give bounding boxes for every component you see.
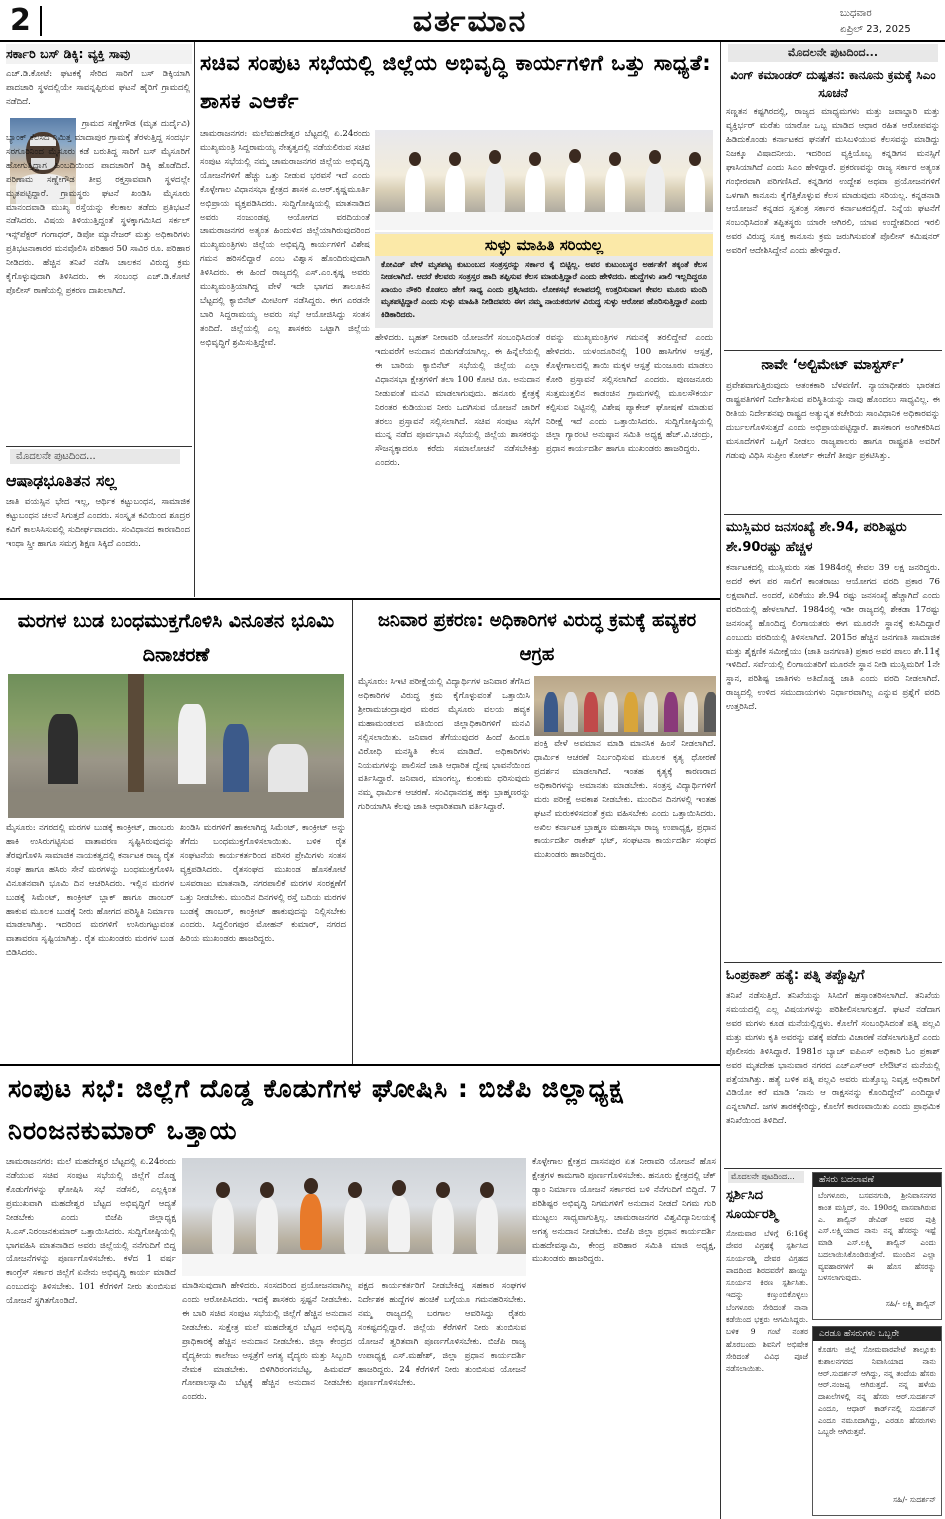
- right-continued-tag: ಮೊದಲನೇ ಪುಟದಿಂದ...: [728, 44, 938, 62]
- newspaper-title: ವರ್ತಮಾನ: [412, 4, 528, 39]
- bus-accident-body: ಗ್ರಾಮದ ಸಣ್ಣೇಗೌಡ (ಮೃತ ದುರ್ದೈವಿ) ಬ್ಯಾಂಕ್ ಕೆಲಸದ ನಿಮಿತ್ತ ಮಾದಾಪುರ ಗ್ರಾಮಕ್ಕೆ ತೆರಳುತ್ತಿದ್ದ ಸಂದರ್ಭ ಸರಗೂರಿನಿಂದ ಮೈಸೂರು ಕಡೆ ಬರುತಿದ್ದ ಸಾರಿಗೆ ಬಸ್ ಮೈಸೂರಿಗೆ ಹೋಗುತ್ತಿದ್ದಾಗ ಹಿಂಬದಿಯಿಂದ ಪಾದಚಾರಿಗೆ ಡಿಕ್ಕಿ ಹೊಡೆದಿದೆ. ಪರಿಣಾಮ ಸಣ್ಣೇಗೌಡ ತೀವ್ರ ರಕ್ತಸ್ರಾವವಾಗಿ ಸ್ಥಳದಲ್ಲೇ ಮೃತಪಟ್ಟಿದ್ದಾರೆ. ಗ್ರಾಮಸ್ಥರು ಘಟನೆ ಖಂಡಿಸಿ ಮೈಸೂರು ಮಾನಂದವಾಡಿ ಮುಖ್ಯ ರಸ್ತೆಯನ್ನು ಕೆಲಕಾಲ ತಡೆದು ಪ್ರತಿಭಟನೆ ನಡೆಸಿದರು. ವಿಷಯ ತಿಳಿಯುತ್ತಿದ್ದಂತೆ ಸ್ಥಳಕ್ಕಾಗಮಿಸಿದ ಸರ್ಕಲ್ ಇನ್ಸ್‌ಪೆಕ್ಟರ್ ಗಂಗಾಧರ್, ಡಿಪೋ ಮ್ಯಾನೇಜರ್ ಮತ್ತು ಅಧಿಕಾರಿಗಳು ಪ್ರತಿಭಟನಾಕಾರರ ಮನವೊಲಿಸಿ ಪರಿಹಾರ 50 ಸಾವಿರ ರೂ. ಪರಿಹಾರ ನೀಡಿದರು. ಹೆಚ್ಚಿನ ತನಿಖೆ ನಡೆಸಿ ಚಾಲಕನ ವಿರುದ್ಧ ಕ್ರಮ ಕೈಗೊಳ್ಳುವುದಾಗಿ ತಿಳಿಸಿದರು. ಈ ಸಂಬಂಧ ಎಚ್.ಡಿ.ಕೋಟೆ ಪೊಲೀಸ್ ಠಾಣೆಯಲ್ಲಿ ಪ್ರಕರಣ ದಾಖಲಾಗಿದೆ.: [6, 119, 190, 297]
- same-person-title: ಎರಡೂ ಹೆಸರುಗಳು ಒಬ್ಬರೇ: [813, 1327, 941, 1341]
- trees-photo: [8, 674, 344, 818]
- top-story-headline: ಸಚಿವ ಸಂಪುಟ ಸಭೆಯಲ್ಲಿ ಜಿಲ್ಲೆಯ ಅಭಿವೃದ್ಧಿ ಕಾರ್ಯಗಳಿಗೆ ಒತ್ತು ಸಾಧ್ಯತೆ: ಶಾಸಕ ಎಆರ್ಕೆ: [200, 51, 712, 113]
- trees-headline: ಮರಗಳ ಬುಡ ಬಂಧಮುಕ್ತಗೊಳಿಸಿ ವಿನೂತನ ಭೂಮಿ ದಿನಾಚರಣೆ: [17, 610, 335, 666]
- janivara-photo: [534, 676, 716, 736]
- ashadhabhooti-headline: ಆಷಾಢಭೂತಿತನ ಸಲ್ಲ: [6, 471, 117, 490]
- same-person-text: ಕೊಡಗು ಜಿಲ್ಲೆ ಸೋಮವಾರಪೇಟೆ ತಾಲ್ಲೂಕು ಕುಶಾಲನಗರದ ನಿವಾಸಿಯಾದ ನಾನು ಆರ್.ಸುದರ್ಶನ್ ಆಗಿದ್ದು, ನನ್ನ ತಂದೆಯ ಹೆಸರು ಆರ್.ನಂಜಪ್ಪ ಆಗಿರುತ್ತದೆ. ನನ್ನ ಹಳೆಯ ದಾಖಲೆಗಳಲ್ಲಿ ನನ್ನ ಹೆಸರು ಆರ್.ಸುದರ್ಶನ್ ಎಂದೂ, ಆಧಾರ್ ಕಾರ್ಡ್‌ನಲ್ಲಿ ಸುದರ್ಶನ್ ಎಂದೂ ನಮೂದಾಗಿದ್ದು, ಎರಡೂ ಹೆಸರುಗಳು ಒಬ್ಬರೇ ಆಗಿರುತ್ತವೆ.: [818, 1345, 936, 1437]
- cabinet-bjp-col2: ಮಾಡಿಸುವುದಾಗಿ ಹೇಳಿದರು. ಸಂಸದರಿಂದ ಪ್ರಯೋಜನವಾಗಿಲ್ಲ ಎಂದು ಆರೋಪಿಸಿದರು. ಇದಕ್ಕೆ ಶಾಸಕರು ಸ್ಪಷ್ಟನೆ ನೀಡಬೇಕು. ಈ ಬಾರಿ ಸಚಿವ ಸಂಪುಟ ಸಭೆಯಲ್ಲಿ ಜಿಲ್ಲೆಗೆ ಹೆಚ್ಚಿನ ಅನುದಾನ ನೀಡಬೇಕು. ಸುಕ್ಷೇತ್ರ ಮಲೆ ಮಹದೇಶ್ವರ ಬೆಟ್ಟದ ಅಭಿವೃದ್ಧಿ ಪ್ರಾಧಿಕಾರಕ್ಕೆ ಹೆಚ್ಚಿನ ಅನುದಾನ ನೀಡಬೇಕು. ಜಿಲ್ಲಾ ಕೇಂದ್ರದ ವೈದ್ಯಕೀಯ ಕಾಲೇಜು ಆಸ್ಪತ್ರೆಗೆ ಅಗತ್ಯ ವೈದ್ಯರು ಮತ್ತು ಸಿಬ್ಬಂದಿ ನೇಮಕ ಮಾಡಬೇಕು. ಬಿಳಿಗಿರಿರಂಗನಬೆಟ್ಟ, ಹಿಮವದ್ ಗೋಪಾಲಸ್ವಾಮಿ ಬೆಟ್ಟಕ್ಕೆ ಹೆಚ್ಚಿನ ಅನುದಾನ ನೀಡಬೇಕು ಎಂದರು.: [182, 1281, 352, 1403]
- name-change-text: ಬೆಂಗಳೂರು, ಬಸವನಗುಡಿ, ಶ್ರೀನಿವಾಸನಗರ ಕಾಂತ ಮಸ್ಜಿದ್, ನಂ. 190ರಲ್ಲಿ ವಾಸವಾಗಿರುವ ಎ. ಶಾಲ್ವಿನ್ ಡೇವಿಡ್ ಅವರ ಪುತ್ರಿ ಎಸ್.ಲಕ್ಷ್ಮಿಯಾದ ನಾನು ನನ್ನ ಹೆಸರನ್ನು ಇಷ್ಟೆ ಮಾಡಿ ಎಸ್.ಲಕ್ಷ್ಮಿ ಶಾಲ್ವಿನ್ ಎಂದು ಬದಲಾಯಿಸಿಕೊಂಡಿರುತ್ತೇನೆ. ಮುಂದಿನ ಎಲ್ಲಾ ವ್ಯವಹಾರಗಳಿಗೆ ಈ ಹೊಸ ಹೆಸರನ್ನು ಬಳಸಲಾಗುವುದು.: [818, 1191, 936, 1283]
- ashadhabhooti-body: ಜಾತಿ ವಯಸ್ಸಿನ ಭೇದ ಇಲ್ಲ, ಆರ್ಥಿಕ ಕಟ್ಟುಬಂಧನ, ಸಾಮಾಜಿಕ ಕಟ್ಟುಬಂಧನ ಚಲನೆ ಸಿಗುತ್ತದೆ ಎಂದರು. ಸಂಸ್ಕೃತ ಕವಿಯಿಂದ ಶೂದ್ರರ ಕವಿಗೆ ಕಾಲಸಿಸಿಸುವಲ್ಲಿ ಸುದೀರ್ಘವಾದರು. ಸಂವಿಧಾನದ ಕಾರಣದಿಂದ ಇಂಥಾ ಸ್ತ್ರೀ ಹಾಗೂ ಸಮಗ್ರ ಶಿಕ್ಷಣ ಸಿಕ್ಕಿದೆ ಎಂದರು.: [6, 497, 190, 549]
- bus-accident-intro: ಎಚ್.ಡಿ.ಕೋಟೆ: ಘಟಕಕ್ಕೆ ಸೇರಿದ ಸಾರಿಗೆ ಬಸ್ ಡಿಕ್ಕಿಯಾಗಿ ಪಾದಚಾರಿ ಸ್ಥಳದಲ್ಲಿಯೇ ಸಾವನ್ನಪ್ಪಿರುವ ಘಟನೆ ಹೈರಿಗೆ ಗ್ರಾಮದಲ್ಲಿ ನಡೆದಿದೆ.: [6, 69, 190, 107]
- top-story-col1: ಚಾಮರಾಜನಗರ: ಮಲೆಮಹದೇಶ್ವರ ಬೆಟ್ಟದಲ್ಲಿ ಏ.24ರಂದು ಮುಖ್ಯಮಂತ್ರಿ ಸಿದ್ದರಾಮಯ್ಯ ನೇತೃತ್ವದಲ್ಲಿ ನಡೆಯಲಿರುವ ಸಚಿವ ಸಂಪುಟ ಸಭೆಯಲ್ಲಿ ನಮ್ಮ ಚಾಮರಾಜನಗರ ಜಿಲ್ಲೆಯ ಅಭಿವೃದ್ಧಿ ಯೋಜನೆಗಳಿಗೆ ಹೆಚ್ಚು ಒತ್ತು ನೀಡುವ ಭರವಸೆ ಇದೆ ಎಂದು ಕೊಳ್ಳೇಗಾಲ ವಿಧಾನಸಭಾ ಕ್ಷೇತ್ರದ ಶಾಸಕ ಎ.ಆರ್.ಕೃಷ್ಣಮೂರ್ತಿ ಅಭಿಪ್ರಾಯ ವ್ಯಕ್ತಪಡಿಸಿದರು. ಸುದ್ದಿಗೋಷ್ಠಿಯಲ್ಲಿ ಮಾತನಾಡಿದ ಅವರು ನಂಜುಂಡಪ್ಪ ಆಯೋಗದ ವರದಿಯಂತೆ ಚಾಮರಾಜನಗರ ಅತ್ಯಂತ ಹಿಂದುಳಿದ ಜಿಲ್ಲೆಯಾಗಿರುವುದರಿಂದ ಮುಖ್ಯಮಂತ್ರಿಗಳು ಜಿಲ್ಲೆಯ ಅಭಿವೃದ್ಧಿ ಕಾರ್ಯಗಳಿಗೆ ವಿಶೇಷ ಗಮನ ಹರಿಸಲಿದ್ದಾರೆ ಎಂಬ ವಿಶ್ವಾಸ ಹೊಂದಿರುವುದಾಗಿ ತಿಳಿಸಿದರು. ಈ ಹಿಂದೆ ರಾಜ್ಯದಲ್ಲಿ ಎಸ್.ಎಂ.ಕೃಷ್ಣ ಅವರು ಮುಖ್ಯಮಂತ್ರಿಯಾಗಿದ್ದ ವೇಳೆ ಇದೇ ಭಾಗದ ತಾಲೂಕಿನ ಬೆಟ್ಟದಲ್ಲಿ ಕ್ಯಾಬಿನೆಟ್ ಮೀಟಿಂಗ್ ನಡೆಸಿದ್ದರು. ಈಗ ಎರಡನೇ ಬಾರಿ ಸಿದ್ದರಾಮಯ್ಯ ಅವರು ಸಭೆ ಆಯೋಜಿಸಿದ್ದು ಸಂತಸ ತಂದಿದೆ. ಜಿಲ್ಲೆಯಲ್ಲಿ ಎಲ್ಲ ಶಾಸಕರು ಒಟ್ಟಾಗಿ ಜಿಲ್ಲೆಯ ಅಭಿವೃದ್ಧಿಗೆ ಶ್ರಮಿಸುತ್ತಿದ್ದೇವೆ.: [200, 129, 370, 348]
- bjp-press-photo: [182, 1158, 526, 1276]
- name-change-sign: ಸಹಿ/- ಲಕ್ಷ್ಮಿ ಶಾಲ್ವಿನ್: [885, 1299, 936, 1308]
- bus-accident-headline: ಸರ್ಕಾರಿ ಬಸ್ ಡಿಕ್ಕಿ: ವ್ಯಕ್ತಿ ಸಾವು: [6, 44, 192, 64]
- population-body: ಕರ್ನಾಟಕದಲ್ಲಿ ಮುಸ್ಲಿಮರು ಸಹ 1984ರಲ್ಲಿ ಕೇವಲ 39 ಲಕ್ಷ ಜನರಿದ್ದರು. ಅದರೆ ಈಗ ಪರ ಸಾಲಿಗೆ ಕಾಂತರಾಜು ಆಯೋಗದ ವರದಿ ಪ್ರಕಾರ 76 ಲಕ್ಷವಾಗಿದೆ. ಅಂದರೆ, ಏರಿಕೆಯು ಶೇ.94 ರಷ್ಟು ಜನಸಂಖ್ಯೆ ಹೆಚ್ಚಾಗಿದೆ ಎಂದು ವರದಿಯಲ್ಲಿ ಹೇಳಲಾಗಿದೆ. 1984ರಲ್ಲಿ ಇಡೀ ರಾಜ್ಯದಲ್ಲಿ ಶೇಕಡಾ 17ರಷ್ಟು ಜನಸಂಖ್ಯೆ ಹೊಂದಿದ್ದ ಲಿಂಗಾಯತರು ಈಗ ಮೂರನೇ ಸ್ಥಾನಕ್ಕೆ ಕುಸಿದಿದ್ದಾರೆ ಎಂಬುದು ವರದಿಯಲ್ಲಿ ತಿಳಿಸಲಾಗಿದೆ. 2015ರ ಹೆಚ್ಚಿನ ಜನಗಣತಿ ಸಾಮಾಜಿಕ ಮತ್ತು ಶೈಕ್ಷಣಿಕ ಸಮೀಕ್ಷೆಯು (ಜಾತಿ ಜನಗಣತಿ) ಪ್ರಕಾರ ಅವರ ಪಾಲು ಶೇ.11ಕ್ಕೆ ಇಳಿದಿದೆ. ಸರ್ವೆಯಲ್ಲಿ ಲಿಂಗಾಯತರಿಗೆ ಮೂರನೇ ಸ್ಥಾನ ನೀಡಿ ಮುಸ್ಲಿಮರಿಗೆ 1ನೇ ಸ್ಥಾನ, ಪರಿಶಿಷ್ಟ ಜಾತಿಗಳು ಅತಿದೊಡ್ಡ ಜಾತಿ ಎಂದು ವರದಿ ನೀಡಲಾಗಿದೆ. ರಾಜ್ಯದಲ್ಲಿ ಉಳಿದ ಸಮುದಾಯಗಳು ನಿರ್ಧಾರವಾಗಿಲ್ಲ ಎನ್ನುವ ಪ್ರಶ್ನೆಗೆ ವರದಿ ಉತ್ತರಿಸಿದೆ.: [726, 563, 940, 713]
- sunray-headline: ಸ್ಪರ್ಶಿಸಿದ ಸೂರ್ಯರಶ್ಮಿ: [726, 1188, 778, 1222]
- top-story-col2: ಹೇಳಿದರು. ಬೃಹತ್ ನೀರಾವರಿ ಯೋಜನೆಗೆ ಸಂಬಂಧಿಸಿದಂತೆ ಇದುವರೆಗೆ ಅನುದಾನ ಬಿಡುಗಡೆಯಾಗಿಲ್ಲ. ಈ ಹಿನ್ನೆಲೆಯಲ್ಲಿ ಈ ಬಾರಿಯ ಕ್ಯಾಬಿನೆಟ್ ಸಭೆಯಲ್ಲಿ ಜಿಲ್ಲೆಯ ಎಲ್ಲಾ ವಿಧಾನಸಭಾ ಕ್ಷೇತ್ರಗಳಿಗೆ ತಲಾ 100 ಕೋಟಿ ರೂ. ಅನುದಾನ ನೀಡುವಂತೆ ಮನವಿ ಮಾಡಲಾಗುವುದು. ಹನೂರು ಕ್ಷೇತ್ರಕ್ಕೆ ನಿರಂತರ ಕುಡಿಯುವ ನೀರು ಒದಗಿಸುವ ಯೋಜನೆ ಜಾರಿಗೆ ತರಲು ಪ್ರಸ್ತಾವನೆ ಸಲ್ಲಿಸಲಾಗಿದೆ. ಸಚಿವ ಸಂಪುಟ ಸಭೆಗೆ ಮುನ್ನ ನಡೆದ ಪೂರ್ವಭಾವಿ ಸಭೆಯಲ್ಲಿ ಜಿಲ್ಲೆಯ ಶಾಸಕರನ್ನು ಸೌಜನ್ಯಕ್ಕಾದರೂ ಕರೆದು ಸಮಾಲೋಚನೆ ನಡೆಸಬೇಕಿತ್ತು ಎಂದರು.: [375, 333, 540, 469]
- cabinet-bjp-headline: ಸಂಪುಟ ಸಭೆ: ಜಿಲ್ಲೆಗೆ ದೊಡ್ಡ ಕೊಡುಗೆಗಳ ಘೋಷಿಸಿ : ಬಿಜೆಪಿ ಜಿಲ್ಲಾಧ್ಯಕ್ಷ ನಿರಂಜನಕುಮಾರ್ ಒತ್ತಾಯ: [8, 1074, 624, 1145]
- population-headline: ಮುಸ್ಲಿಮರ ಜನಸಂಖ್ಯೆ ಶೇ.94, ಪರಿಶಿಷ್ಟರು ಶೇ.90ರಷ್ಟು ಹೆಚ್ಚಳ: [726, 520, 907, 555]
- wing-commander-headline: ವಿಂಗ್ ಕಮಾಂಡರ್ ದುಷ್ಪತನ: ಕಾನೂನು ಕ್ರಮಕ್ಕೆ ಸಿಎಂ ಸೂಚನೆ: [730, 68, 936, 100]
- continued-tag: ಮೊದಲನೇ ಪುಟದಿಂದ...: [10, 449, 180, 464]
- info-box: [375, 232, 713, 328]
- name-change-notice: [812, 1172, 942, 1320]
- top-story-col3: ರವನ್ನು ಮುಖ್ಯಮಂತ್ರಿಗಳ ಗಮನಕ್ಕೆ ತರಲಿದ್ದೇವೆ ಎಂದು ಹೇಳಿದರು. ಯಳಂದೂರಿನಲ್ಲಿ 100 ಹಾಸಿಗೆಗಳ ಆಸ್ಪತ್ರೆ, ಕೊಳ್ಳೇಗಾಲದಲ್ಲಿ ತಾಯಿ ಮಕ್ಕಳ ಆಸ್ಪತ್ರೆ ಮಂಜೂರು ಮಾಡಲು ಕೋರಿ ಪ್ರಸ್ತಾವನೆ ಸಲ್ಲಿಸಲಾಗಿದೆ ಎಂದರು. ಪುಣಜನೂರು ಸುತ್ತಮುತ್ತಲಿನ ಕಾಡಂಚಿನ ಗ್ರಾಮಗಳಲ್ಲಿ ಮೂಲಸೌಕರ್ಯ ಕಲ್ಪಿಸುವ ನಿಟ್ಟಿನಲ್ಲಿ ವಿಶೇಷ ಪ್ಯಾಕೇಜ್ ಘೋಷಣೆ ಮಾಡುವ ನಿರೀಕ್ಷೆ ಇದೆ ಎಂದು ಒತ್ತಾಯಿಸಿದರು. ಸುದ್ದಿಗೋಷ್ಠಿಯಲ್ಲಿ ಜಿಲ್ಲಾ ಗ್ಯಾರಂಟಿ ಅನುಷ್ಠಾನ ಸಮಿತಿ ಅಧ್ಯಕ್ಷ ಹೆಚ್.ವಿ.ಚಂದ್ರು, ಪ್ರಧಾನ ಕಾರ್ಯದರ್ಶಿ ಹಾಗೂ ಮುಖಂಡರು ಹಾಜರಿದ್ದರು.: [546, 333, 713, 455]
- wing-commander-body: ಸಣ್ಣತನ ಕಷ್ಟಗಿರದಲ್ಲಿ, ರಾಜ್ಯದ ಮಾಧ್ಯಮಗಳು ಮತ್ತು ಜವಾಬ್ದಾರಿ ಮತ್ತು ವ್ಯಕ್ತಿರ್ಭರ್ ಮರೆತು ಯಾರೋ ಒಬ್ಬ ಮಾಡಿದ ಆಧಾರ ರಹಿತ ಆರೋಪವನ್ನು ಹಿಡಿದುಕೊಂಡು ಕರ್ನಾಟಕದ ಘನತೆಗೆ ಮಸಿಬಳಿಯುವ ಕೆಲಸವನ್ನು ಮಾಡಿದ್ದು ನಿಜಕ್ಕೂ ವಿಷಾದನೀಯ. ಇದರಿಂದ ವ್ಯಕ್ತಿಯೊಬ್ಬ ಕನ್ನಡಿಗನ ಮನಸ್ಸಿಗೆ ಘಾಸಿಯಾಗಿದೆ ಎಂದು ಸಿಎಂ ಹೇಳಿದ್ದಾರೆ. ಪ್ರಕರಣವನ್ನು ರಾಜ್ಯ ಸರ್ಕಾರ ಅತ್ಯಂತ ಗಂಭೀರವಾಗಿ ಪರಿಗಣಿಸಿದೆ. ಕನ್ನಡಿಗರ ಉದ್ದೇಶ ಅಥವಾ ಪ್ರಯೋಜನಗಳಿಗೆ ಒಳಗಾಗಿ ಕಾನೂನು ಕೈಗೆತ್ತಿಕೊಳ್ಳುವ ಕೆಲಸ ಮಾಡುವುದು ಸರಿಯಲ್ಲ. ಕನ್ನಡನಾಡಿ ಆಯೋಜನೆ ಕನ್ನಡದ ಸ್ವತಂತ್ರ ಸರ್ಕಾರ ಕರ್ನಾಟಕದಲ್ಲಿದೆ. ನಿನ್ನೆಯ ಘಟನೆಗೆ ಸಂಬಂಧಿಸಿದಂತೆ ತಪ್ಪಿತಸ್ಥರು ಯಾರೇ ಆಗಿರಲಿ, ಯಾವ ಉದ್ದೇಶದಿಂದ ಇರಲಿ ಅವರ ವಿರುದ್ಧ ಸೂಕ್ತ ಕಾನೂನು ಕ್ರಮ ಜರುಗಿಸುವಂತೆ ಪೊಲೀಸ್ ಕಮಿಷನರ್ ಅವರಿಗೆ ಆದೇಶಿಸಿದ್ದೇನೆ ಎಂದು ಹೇಳಿದ್ದಾರೆ.: [726, 107, 940, 257]
- info-box-title: ಸುಳ್ಳು ಮಾಹಿತಿ ಸರಿಯಲ್ಲ: [375, 234, 713, 256]
- trees-col1: ಮೈಸೂರು: ನಗರದಲ್ಲಿ ಮರಗಳ ಬುಡಕ್ಕೆ ಕಾಂಕ್ರೀಟ್, ಡಾಂಬರು ಹಾಕಿ ಉಸಿರುಗಟ್ಟಿಸುವ ವಾತಾವರಣ ಸೃಷ್ಟಿಸಿರುವುದನ್ನು ತೆರವುಗೊಳಿಸಿ ಸಾಮಾಜಿಕ ನಾಯಕತ್ವದಲ್ಲಿ ಕರ್ನಾಟಕ ರಾಜ್ಯ ರೈತ ಸಂಘ ಹಾಗೂ ಹಸಿರು ಸೇನೆ ಮರಗಳನ್ನು ಬಂಧಮುಕ್ತಗೊಳಿಸಿ ವಿನೂತನವಾಗಿ ಭೂಮಿ ದಿನ ಆಚರಿಸಿದರು. ಇಲ್ಲಿನ ಮರಗಳ ಬುಡಕ್ಕೆ ಸಿಮೆಂಟ್, ಕಾಂಕ್ರೀಟ್ ಬ್ಲಾಕ್ ಹಾಗೂ ಡಾಂಬರ್ ಹಾಕುವ ಮೂಲಕ ಬುಡಕ್ಕೆ ನೀರು ಹೋಗದ ಪರಿಸ್ಥಿತಿ ನಿರ್ಮಾಣ ಮಾಡಲಾಗಿತ್ತು. ಇದರಿಂದ ಮರಗಳಿಗೆ ಉಸಿರುಗಟ್ಟುವಂತ ವಾತಾವರಣ ಸೃಷ್ಟಿಯಾಗಿತ್ತು. ರೈತ ಮುಖಂಡರು ಮರಗಳ ಬುಡ ಬಿಡಿಸಿದರು.: [6, 823, 174, 959]
- sunray-body: ಸೋಮವಾರ ಬೆಳಿಗ್ಗೆ 6:16ಕ್ಕೆ ದೇವರ ವಿಗ್ರಹಕ್ಕೆ ಸ್ಪರ್ಶಿಸಿದ ಸೂರ್ಯರಶ್ಮಿ ದೇವರ ವಿಗ್ರಹದ ಪಾದದಿಂದ ಶಿರದವರೆಗೆ ಹಾಯ್ದು ಸೂರ್ಯನ ಕಿರಣ ಸ್ಪರ್ಶಿಸಿತು. ಇದನ್ನು ಕಣ್ತುಂಬಿಕೊಳ್ಳಲು ಬೆಂಗಳೂರು ಸೇರಿದಂತೆ ನಾನಾ ಕಡೆಯಿಂದ ಭಕ್ತರು ಆಗಮಿಸಿದ್ದರು. ಬಳಿಕ 9 ಗಂಟೆ ನಂತರ ಹೊರಬಂದು ಶಿವನಿಗೆ ಅಭಿಷೇಕ ಸೇರಿದಂತೆ ವಿವಿಧ ಪೂಜೆ ನಡೆಸಲಾಯಿತು.: [726, 1229, 808, 1374]
- press-meet-photo: [375, 130, 713, 230]
- janivara-headline: ಜನಿವಾರ ಪ್ರಕರಣ: ಅಧಿಕಾರಿಗಳ ವಿರುದ್ಧ ಕ್ರಮಕ್ಕೆ ಹವ್ಯಕರ ಆಗ್ರಹ: [377, 610, 697, 665]
- janivara-col2: ಪಂಕ್ತಿ ವೇಳೆ ಅವಮಾನ ಮಾಡಿ ಮಾನಸಿಕ ಹಿಂಸೆ ನೀಡಲಾಗಿದೆ. ಧಾರ್ಮಿಕ ಆಚರಣೆ ನಿರ್ಬಂಧಿಸುವ ಮೂಲಕ ಕೃತ್ಯ ಧೋರಣೆ ಪ್ರದರ್ಶನ ಮಾಡಲಾಗಿದೆ. ಇಂತಹ ಕೃತ್ಯಕ್ಕೆ ಕಾರಣರಾದ ಅಧಿಕಾರಿಗಳನ್ನು ಅಮಾನತು ಮಾಡಬೇಕು. ಸಂತ್ರಸ್ತ ವಿದ್ಯಾರ್ಥಿಗಳಿಗೆ ಮರು ಪರೀಕ್ಷೆ ಅವಕಾಶ ನೀಡಬೇಕು. ಮುಂದಿನ ದಿನಗಳಲ್ಲಿ ಇಂತಹ ಘಟನೆ ಮರುಕಳಿಸದಂತೆ ಕ್ರಮ ವಹಿಸಬೇಕು ಎಂದು ಒತ್ತಾಯಿಸಿದರು. ಅಖಿಲ ಕರ್ನಾಟಕ ಬ್ರಾಹ್ಮಣ ಮಹಾಸಭಾ ರಾಜ್ಯ ಉಪಾಧ್ಯಕ್ಷ, ಪ್ರಧಾನ ಕಾರ್ಯದರ್ಶಿ ರಾಕೇಶ್ ಭಟ್, ಸಂಘಟನಾ ಕಾರ್ಯದರ್ಶಿ ಸಂಘದ ಮುಖಂಡರು ಹಾಜರಿದ್ದರು.: [534, 739, 716, 861]
- cabinet-bjp-col4: ಕೊಳ್ಳೇಗಾಲ ಕ್ಷೇತ್ರದ ದಾಸನಪುರ ಏತ ನೀರಾವರಿ ಯೋಜನೆ ಹೊಸ ಕ್ಷೇತ್ರಗಳ ಕಾಮಗಾರಿ ಪೂರ್ಣಗೊಳಿಸಬೇಕು. ಹನೂರು ಕ್ಷೇತ್ರದಲ್ಲಿ ಚೆಕ್ ಡ್ಯಾಂ ನಿರ್ಮಾಣ ಯೋಜನೆ ಸರ್ಕಾರದ ಬಳಿ ನೆನೆಗುದಿಗೆ ಬಿದ್ದಿದೆ. 7 ಪರಿಶಿಷ್ಟರ ಅಭಿವೃದ್ಧಿ ನಿಗಮಗಳಿಗೆ ಅನುದಾನ ನೀಡದೆ ನಿಗಮ ಗುರಿ ಮುಟ್ಟಲು ಸಾಧ್ಯವಾಗುತ್ತಿಲ್ಲ. ಚಾಮರಾಜನಗರ ವಿಶ್ವವಿದ್ಯಾನಿಲಯಕ್ಕೆ ಅಗತ್ಯ ಅನುದಾನ ನೀಡಬೇಕು. ಬಿಜೆಪಿ ಜಿಲ್ಲಾ ಪ್ರಧಾನ ಕಾರ್ಯದರ್ಶಿ ಮಹದೇವಸ್ವಾಮಿ, ಕೇಂದ್ರ ಪರಿಹಾರ ಸಮಿತಿ ಮಾಜಿ ಅಧ್ಯಕ್ಷ, ಮುಖಂಡರು ಹಾಜರಿದ್ದರು.: [532, 1157, 716, 1265]
- info-box-text: ಕೋವಿಡ್ ವೇಳೆ ಮೃತಪಟ್ಟ ಕುಟುಂಬದ ಸಂತ್ರಸ್ತರನ್ನು ಸರ್ಕಾರ ಕೈ ಬಿಟ್ಟಿಲ್ಲ. ಅವರ ಕುಟುಂಬಸ್ಥರ ಅರ್ಹತೆಗೆ ತಕ್ಕಂತೆ ಕೆಲಸ ನೀಡಲಾಗಿದೆ. ಆದರೆ ಕೆಲವರು ಸಂತ್ರಸ್ತರ ಹಾದಿ ತಪ್ಪಿಸುವ ಕೆಲಸ ಮಾಡುತ್ತಿದ್ದಾರೆ ಎಂದು ಹೇಳಿದರು. ಹುದ್ದೆಗಳು ಖಾಲಿ ಇಲ್ಲದಿದ್ದರೂ ಖಾಯಂ ನೌಕರಿ ಕೊಡಲು ಹೇಗೆ ಸಾಧ್ಯ ಎಂದು ಪ್ರಶ್ನಿಸಿದರು. ಲೋಕಸಭೆ ಕಲಾಪದಲ್ಲಿ ಉತ್ತರಿಸುವಾಗ ಕೇವಲ ಮೂರು ಮಂದಿ ಮೃತಪಟ್ಟಿದ್ದಾರೆ ಎಂದು ಸುಳ್ಳು ಮಾಹಿತಿ ನೀಡಿದವರು ಈಗ ನಮ್ಮ ನಾಯಕರುಗಳ ವಿರುದ್ಧ ಸುಳ್ಳು ಆರೋಪ ಹೊರಿಸುತ್ತಿದ್ದಾರೆ ಎಂದು ಕಿಡಿಕಾರಿದರು.: [381, 259, 707, 319]
- masthead-date: ಏಪ್ರಿಲ್ 23, 2025: [840, 24, 911, 35]
- janivara-col1: ಮೈಸೂರು: ಸಿಇಟಿ ಪರೀಕ್ಷೆಯಲ್ಲಿ ವಿದ್ಯಾರ್ಥಿಗಳ ಜನಿವಾರ ತೆಗೆಸಿದ ಅಧಿಕಾರಿಗಳ ವಿರುದ್ಧ ಕ್ರಮ ಕೈಗೊಳ್ಳುವಂತೆ ಒತ್ತಾಯಿಸಿ ಶ್ರೀರಾಮಚಂದ್ರಾಪುರ ಮಠದ ಮೈಸೂರು ವಲಯ ಹವ್ಯಕ ಮಹಾಮಂಡಲದ ವತಿಯಿಂದ ಜಿಲ್ಲಾಧಿಕಾರಿಗಳಿಗೆ ಮನವಿ ಸಲ್ಲಿಸಲಾಯಿತು. ಜನಿವಾರ ತೆಗೆಯುವುದರ ಹಿಂದೆ ಹಿಂದೂ ವಿರೋಧಿ ಮನಸ್ಥಿತಿ ಕೆಲಸ ಮಾಡಿದೆ. ಅಧಿಕಾರಿಗಳು ನಿಯಮಗಳನ್ನು ಪಾಲಿಸದೆ ಜಾತಿ ಆಧಾರಿತ ದ್ವೇಷ ಭಾವನೆಯಿಂದ ವರ್ತಿಸಿದ್ದಾರೆ. ಜನಿವಾರ, ಮಾಂಗಲ್ಯ, ಕುಂಕುಮ ಧರಿಸುವುದು ನಮ್ಮ ಧಾರ್ಮಿಕ ಆಚರಣೆ. ಸಂವಿಧಾನದತ್ತ ಹಕ್ಕು ಬ್ರಾಹ್ಮಣರನ್ನು ಗುರಿಯಾಗಿಸಿ ಕೆಲವು ಜಾತಿ ಆಧಾರಿತವಾಗಿ ವರ್ತಿಸಿದ್ದಾರೆ.: [358, 677, 530, 813]
- cabinet-bjp-col1: ಚಾಮರಾಜನಗರ: ಮಲೆ ಮಹದೇಶ್ವರ ಬೆಟ್ಟದಲ್ಲಿ ಏ.24ರಂದು ನಡೆಯುವ ಸಚಿವ ಸಂಪುಟ ಸಭೆಯಲ್ಲಿ ಜಿಲ್ಲೆಗೆ ದೊಡ್ಡ ಕೊಡುಗೆಗಳನ್ನು ಘೋಷಿಸಿ ಸಭೆ ನಡೆಸಲಿ, ಎಲ್ಲಕ್ಕಿಂತ ಪ್ರಮುಖವಾಗಿ ಮಹದೇಶ್ವರ ಬೆಟ್ಟದ ಅಭಿವೃದ್ಧಿಗೆ ಆದ್ಯತೆ ನೀಡಬೇಕು ಎಂದು ಬಿಜೆಪಿ ಜಿಲ್ಲಾಧ್ಯಕ್ಷ ಸಿ.ಎಸ್.ನಿರಂಜನಕುಮಾರ್ ಒತ್ತಾಯಿಸಿದರು. ಸುದ್ದಿಗೋಷ್ಠಿಯಲ್ಲಿ ಭಾಗವಹಿಸಿ ಮಾತನಾಡಿದ ಅವರು ಜಿಲ್ಲೆಯಲ್ಲಿ ನನೆಗುದಿಗೆ ಬಿದ್ದ ಯೋಜನೆಗಳನ್ನು ಪೂರ್ಣಗೊಳಿಸಬೇಕು. ಕಳೆದ 1 ವರ್ಷ ಕಾಂಗ್ರೆಸ್ ಸರ್ಕಾರ ಜಿಲ್ಲೆಗೆ ಏನೇನು ಅಭಿವೃದ್ಧಿ ಕಾರ್ಯ ಮಾಡಿದೆ ಎಂಬುದನ್ನು ತಿಳಿಸಬೇಕು. 101 ಕೆರೆಗಳಿಗೆ ನೀರು ತುಂಬಿಸುವ ಯೋಜನೆ ಸ್ಥಗಿತಗೊಂಡಿದೆ.: [6, 1157, 176, 1307]
- masthead-weekday: ಬುಧವಾರ: [840, 8, 872, 19]
- cabinet-bjp-col3: ಪಕ್ಷದ ಕಾರ್ಯಕರ್ತರಿಗೆ ನೀಡಬೇಕಿದ್ದ ಸಹಕಾರ ಸಂಘಗಳ ನಿರ್ದೇಶಕ ಹುದ್ದೆಗಳ ಹಂಚಿಕೆ ಬಗ್ಗೆಯೂ ಗಮನಹರಿಸಬೇಕು. ನಮ್ಮ ರಾಜ್ಯದಲ್ಲಿ ಬರಗಾಲ ಆವರಿಸಿದ್ದು ರೈತರು ಸಂಕಷ್ಟದಲ್ಲಿದ್ದಾರೆ. ಜಿಲ್ಲೆಯ ಕೆರೆಗಳಿಗೆ ನೀರು ತುಂಬಿಸುವ ಯೋಜನೆ ತ್ವರಿತವಾಗಿ ಪೂರ್ಣಗೊಳಿಸಬೇಕು. ಬಿಜೆಪಿ ರಾಜ್ಯ ಉಪಾಧ್ಯಕ್ಷ ಎಸ್.ಮಹೇಶ್, ಜಿಲ್ಲಾ ಪ್ರಧಾನ ಕಾರ್ಯದರ್ಶಿ ಹಾಜರಿದ್ದರು. 24 ಕೆರೆಗಳಿಗೆ ನೀರು ತುಂಬಿಸುವ ಯೋಜನೆ ಪೂರ್ಣಗೊಳಿಸಬೇಕು.: [358, 1281, 526, 1389]
- name-change-title: ಹೆಸರು ಬದಲಾವಣೆ: [813, 1173, 941, 1187]
- trees-col2: ಖಂಡಿಸಿ ಮರಗಳಿಗೆ ಹಾಕಲಾಗಿದ್ದ ಸಿಮೆಂಟ್, ಕಾಂಕ್ರೀಟ್ ಅನ್ನು ತೆಗೆದು ಬಂಧಮುಕ್ತಗೊಳಿಸಲಾಯಿತು. ಬಳಿಕ ರೈತ ಸಂಘಟನೆಯ ಕಾರ್ಯಕರ್ತರಿಂದ ಪರಿಸರ ಪ್ರೇಮಿಗಳು ಸಂತಸ ವ್ಯಕ್ತಪಡಿಸಿದರು. ರೈತಸಂಘದ ಮುಖಂಡ ಹೊಸಕೋಟೆ ಬಸವರಾಜು ಮಾತನಾಡಿ, ನಗರಪಾಲಿಕೆ ಮರಗಳ ಸಂರಕ್ಷಣೆಗೆ ಒತ್ತು ನೀಡಬೇಕು. ಮುಂದಿನ ದಿನಗಳಲ್ಲಿ ರಸ್ತೆ ಬದಿಯ ಮರಗಳ ಬುಡಕ್ಕೆ ಡಾಂಬರ್, ಕಾಂಕ್ರೀಟ್ ಹಾಕುವುದನ್ನು ನಿಲ್ಲಿಸಬೇಕು ಎಂದರು. ಸಿದ್ದಲಿಂಗಪುರ ಮೋಹನ್ ಕುಮಾರ್, ನಗರದ ಹಿರಿಯ ಮುಖಂಡರು ಹಾಜರಿದ್ದರು.: [180, 823, 346, 945]
- omprakash-headline: ಓಂಪ್ರಕಾಶ್ ಹತ್ಯೆ: ಪತ್ನಿ ತಪ್ಪೊಪ್ಪಿಗೆ: [726, 968, 865, 983]
- same-person-notice: [812, 1326, 942, 1516]
- same-person-sign: ಸಹಿ/- ಸುದರ್ಶನ್: [893, 1495, 936, 1504]
- page-number: 2: [10, 3, 31, 38]
- omprakash-body: ತನಿಖೆ ನಡೆಸುತ್ತಿದೆ. ತನಿಖೆಯನ್ನು ಸಿಸಿಬಿಗೆ ಹಸ್ತಾಂತರಿಸಲಾಗಿದೆ. ತನಿಖೆಯ ಸಮಯದಲ್ಲಿ ಎಲ್ಲ ವಿಷಯಗಳನ್ನು ಪರಿಶೀಲಿಸಲಾಗುತ್ತದೆ. ಘಟನೆ ನಡೆದಾಗ ಅವರ ಮಗಳು ಕೂಡ ಮನೆಯಲ್ಲಿದ್ದಳು. ಕೊಲೆಗೆ ಸಂಬಂಧಿಸಿದಂತೆ ಪತ್ನಿ ಪಲ್ಲವಿ ಮತ್ತು ಮಗಳು ಕೃತಿ ಅವರನ್ನು ವಶಕ್ಕೆ ಪಡೆದು ವಿಚಾರಣೆ ನಡೆಸಲಾಗುತ್ತಿದೆ ಎಂದು ಪೊಲೀಸರು ತಿಳಿಸಿದ್ದಾರೆ. 1981ರ ಬ್ಯಾಚ್ ಐಪಿಎಸ್ ಅಧಿಕಾರಿ ಓಂ ಪ್ರಕಾಶ್ ಅವರ ಮೃತದೇಹ ಭಾನುವಾರ ನಗರದ ಎಚ್‌ಎಸ್‌ಆರ್ ಲೇಔಟ್‌ನ ಮನೆಯಲ್ಲಿ ಪತ್ತೆಯಾಗಿತ್ತು. ಹತ್ಯೆ ಬಳಿಕ ಪತ್ನಿ ಪಲ್ಲವಿ ಅವರು ಮತ್ತೊಬ್ಬ ನಿವೃತ್ತ ಅಧಿಕಾರಿಗೆ ವಿಡಿಯೋ ಕರೆ ಮಾಡಿ ‘ನಾನು ಆ ರಾಕ್ಷಸನನ್ನು ಕೊಂದಿದ್ದೇನೆ’ ಎಂದಿದ್ದಾಳೆ ಎನ್ನಲಾಗಿದೆ. ಜಗಳ ತಾರಕಕ್ಕೇರಿದ್ದು, ಕೊಲೆಗೆ ಕಾರಣವಾಯಿತು ಎಂದು ಪ್ರಾಥಮಿಕ ತನಿಖೆಯಿಂದ ತಿಳಿದಿದೆ.: [726, 991, 940, 1127]
- ultimate-masters-body: ಪ್ರವೇಶವಾಗುತ್ತಿರುವುದು ಆತಂಕಕಾರಿ ಬೆಳವಣಿಗೆ. ನ್ಯಾಯಾಧೀಶರು ಭಾರತದ ರಾಷ್ಟ್ರಪತಿಗಳಿಗೆ ನಿರ್ದೇಶಿಸುವ ಪರಿಸ್ಥಿತಿಯನ್ನು ನಾವು ಹೊಂದಲು ಸಾಧ್ಯವಿಲ್ಲ. ಈ ರೀತಿಯ ನಿರ್ದೇಶನವು ರಾಷ್ಟ್ರದ ಅತ್ಯುನ್ನತ ಕಚೇರಿಯ ಸಾಂವಿಧಾನಿಕ ಅಧಿಕಾರವನ್ನು ದುರ್ಬಲಗೊಳಿಸುತ್ತದೆ ಎಂದು ಅಭಿಪ್ರಾಯಪಟ್ಟಿದ್ದಾರೆ. ಶಾಸಕಾಂಗ ಅಂಗೀಕರಿಸಿದ ಮಸೂದೆಗಳಿಗೆ ಒಪ್ಪಿಗೆ ನೀಡಲು ರಾಜ್ಯಪಾಲರು ಹಾಗೂ ರಾಷ್ಟ್ರಪತಿ ಅವರಿಗೆ ಗಡುವು ವಿಧಿಸಿ ಸುಪ್ರೀಂ ಕೋರ್ಟ್ ಈಚೆಗೆ ತೀರ್ಪು ಪ್ರಕಟಿಸಿತ್ತು.: [726, 381, 940, 461]
- ultimate-masters-headline: ನಾವೇ ‘ಅಲ್ಟಿಮೇಟ್ ಮಾಸ್ಟರ್ಸ್’: [761, 357, 905, 373]
- right-continued-tag-2: ಮೊದಲನೇ ಪುಟದಿಂದ...: [728, 1171, 804, 1183]
